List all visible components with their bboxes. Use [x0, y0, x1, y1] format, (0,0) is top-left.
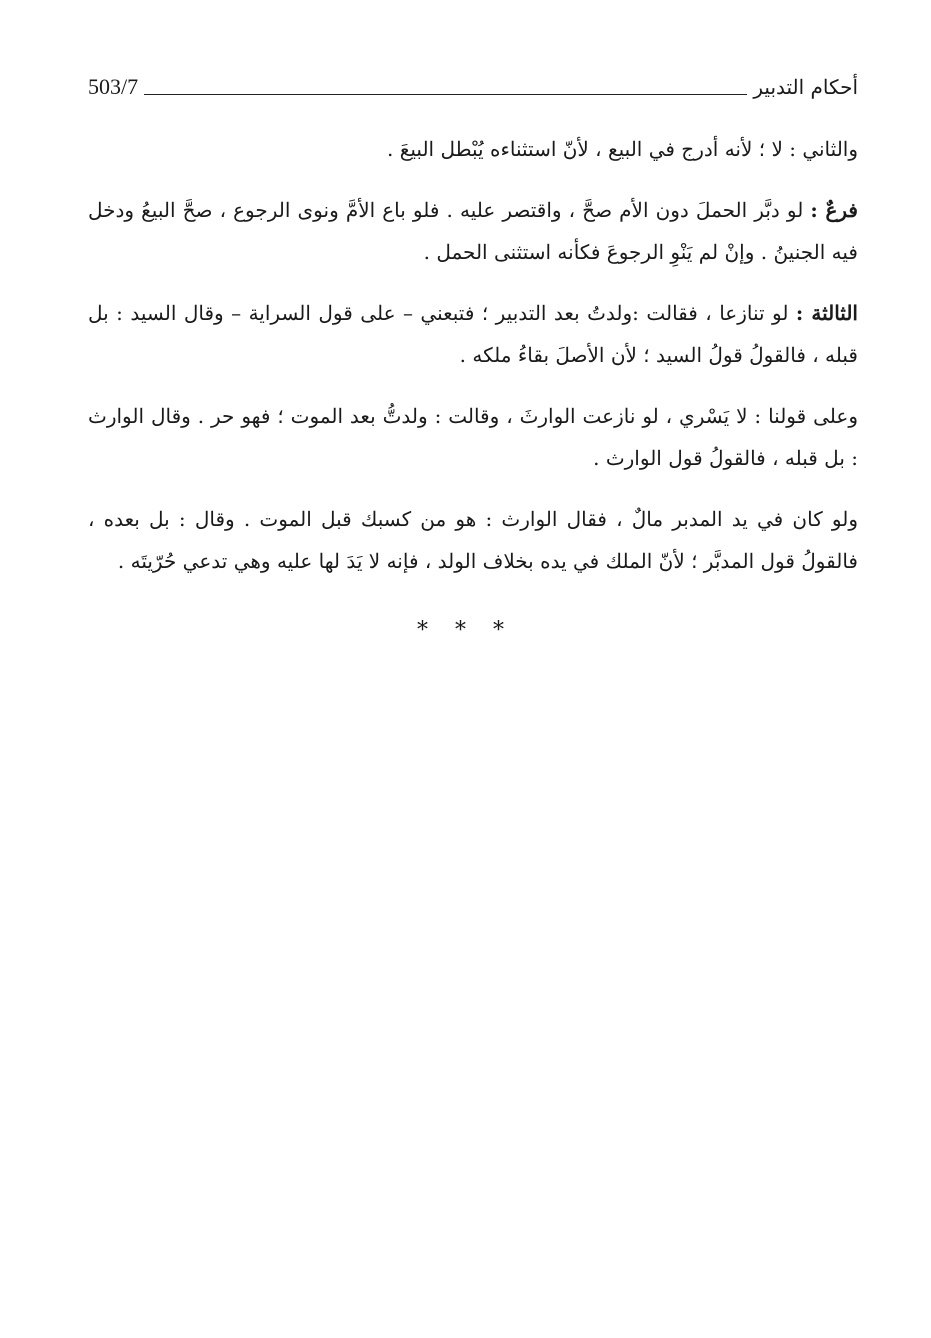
paragraph: [88, 395, 858, 479]
paragraph: [88, 189, 858, 273]
paragraph-text: ولو كان في يد المدبر مالٌ ، فقال الوارث : هو من كسبك قبل الموت . وقال : بل بعده ، فالقولُ قول المدبَّر ؛ لأنّ الملك في يده بخلاف الولد ، فإنه لا يَدَ لها عليه وهي تدعي حُرّيتَه .: [88, 507, 858, 573]
paragraph: [88, 292, 858, 376]
paragraph-text: لو تنازعا ، فقالت :ولدتُ بعد التدبير ؛ فتبعني – على قول السراية – وقال السيد : بل قبله ، فالقولُ قولُ السيد ؛ لأن الأصلَ بقاءُ ملكه .: [88, 301, 858, 367]
body-text: [88, 128, 858, 601]
paragraph: [88, 498, 858, 582]
paragraph-text: لو دبَّر الحملَ دون الأم صحَّ ، واقتصر عليه . فلو باع الأمَّ ونوى الرجوع ، صحَّ البيعُ ودخل فيه الجنينُ . وإنْ لم يَنْوِ الرجوعَ فكأنه استثنى الحمل .: [88, 198, 858, 264]
header-rule: [144, 94, 747, 95]
book-title: أحكام التدبير: [753, 75, 858, 99]
section-separator: * * *: [417, 618, 514, 643]
paragraph-lead: الثالثة :: [795, 301, 858, 325]
paragraph-lead: فرعٌ :: [810, 198, 858, 222]
page-number: 503/7: [88, 74, 139, 99]
running-header: [88, 60, 858, 100]
paragraph-text: وعلى قولنا : لا يَسْري ، لو نازعت الوارثَ ، وقالت : ولدتُّ بعد الموت ؛ فهو حر . وقال الوارث : بل قبله ، فالقولُ قول الوارث .: [88, 404, 858, 470]
paragraph: [88, 128, 858, 170]
paragraph-text: والثاني : لا ؛ لأنه أدرج في البيع ، لأنّ استثناءه يُبْطل البيعَ .: [387, 137, 858, 161]
